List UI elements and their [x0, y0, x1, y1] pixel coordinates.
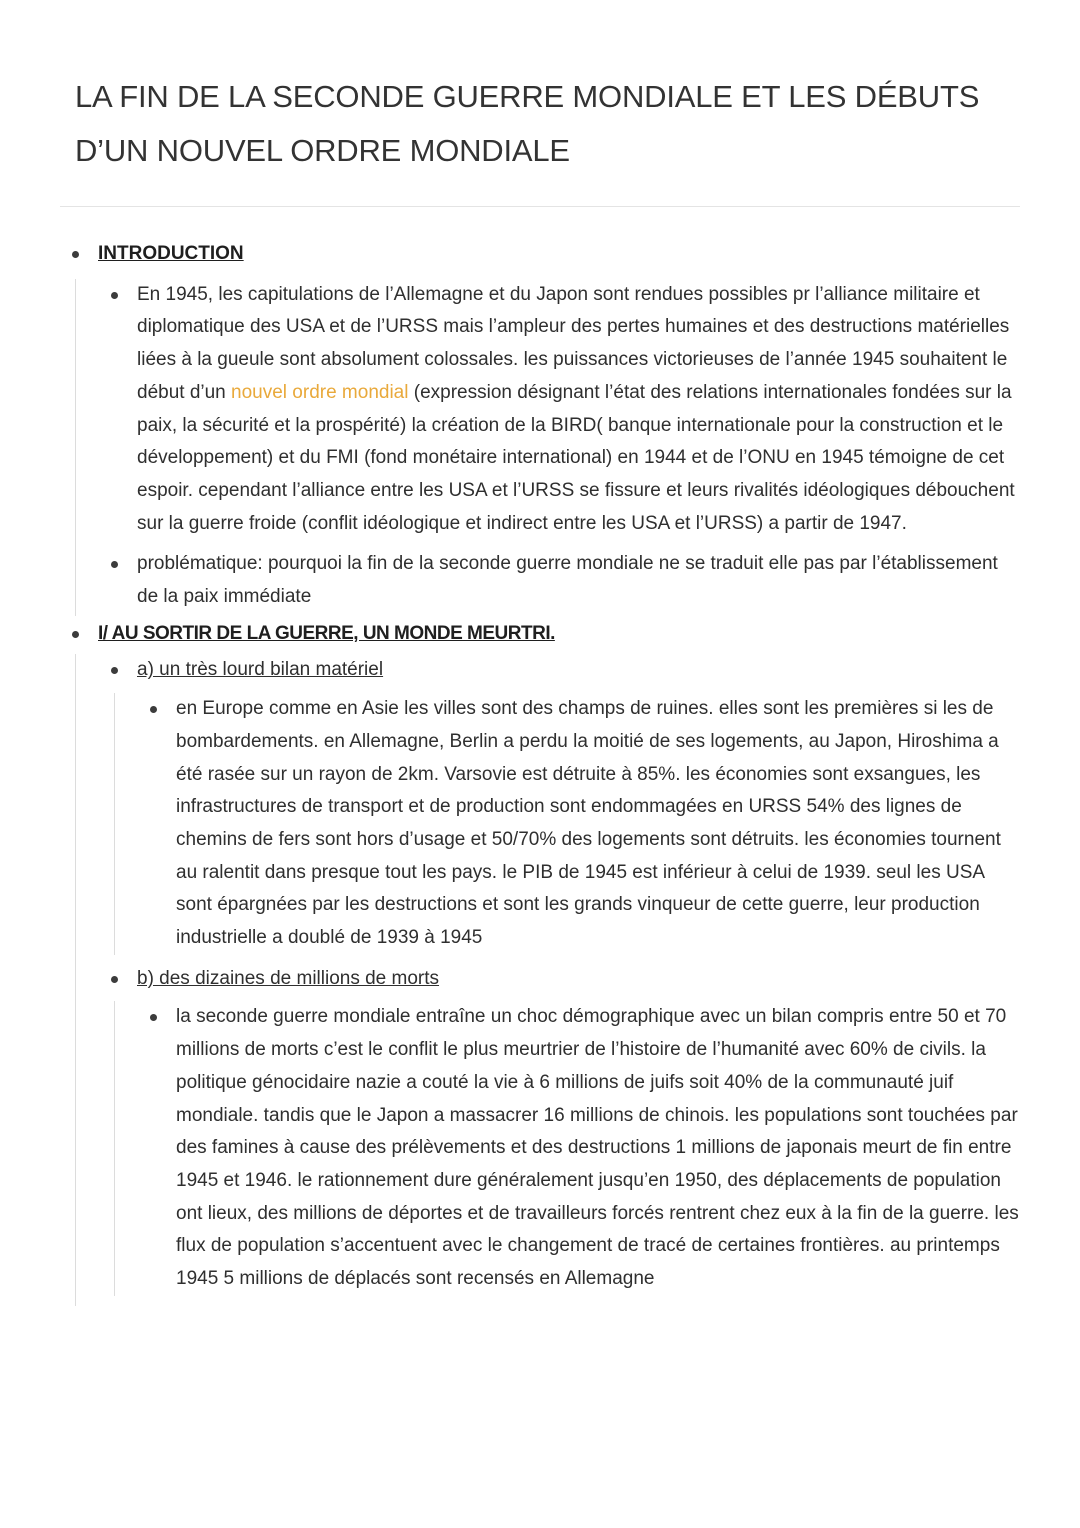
highlighted-term: nouvel ordre mondial — [231, 381, 409, 403]
title-divider — [60, 206, 1020, 207]
bullet-icon — [72, 251, 79, 258]
section-heading: I/ AU SORTIR DE LA GUERRE, UN MONDE MEURTRI. — [98, 622, 555, 644]
page-title: LA FIN DE LA SECONDE GUERRE MONDIALE ET LES DÉBUTS D’UN NOUVEL ORDRE MONDIALE — [75, 79, 980, 168]
paragraph-text: En 1945, les capitulations de l’Allemagne et du Japon sont rendues possibles pr l’alliance militaire et diplomatique des USA et de l’URSS mais l’ampleur des pertes humaines et des destructions matérielles liées à la gueule sont absolument colossales. les puissances victorieuses de l’année 1945 souhaitent le début d’un — [137, 283, 1010, 403]
bullet-icon — [150, 1014, 157, 1021]
bullet-icon — [111, 292, 118, 299]
section-heading: INTRODUCTION — [98, 243, 244, 264]
subsection-children — [114, 1001, 1020, 1295]
subsection-a — [99, 654, 1080, 954]
section-introduction — [0, 238, 1080, 616]
list-item — [99, 279, 1080, 541]
bullet-icon — [111, 561, 118, 568]
subsection-title: b) des dizaines de millions de morts — [137, 967, 440, 989]
bullet-icon — [111, 667, 118, 674]
bullet-icon — [111, 976, 118, 983]
paragraph-text: la seconde guerre mondiale entraîne un choc démographique avec un bilan compris entre 50 et 70 millions de morts c’est le conflit le plus meurtrier de l’histoire de l’humanité avec 60% de civils. la politique génocidaire nazie a couté la vie à 6 millions de juifs soit 40% de la communauté juif mondiale. tandis que le Japon a massacrer 16 millions de chinois. les populations sont touchées par des famines à cause des prélèvements et des destructions 1 millions de japonais meurt de fin entre 1945 et 1946. le rationnement dure généralement jusqu’en 1950, des déplacements de population ont lieux, des millions de déportes et de travailleurs forcés rentrent chez eux à la fin de la guerre. les flux de population s’accentuent avec le changement de tracé de certaines frontières. au printemps 1945 5 millions de déplacés sont recensés en Allemagne — [176, 1006, 1019, 1290]
problematic-text: problématique: pourquoi la fin de la seconde guerre mondiale ne se traduit elle pas par l’établissement de la paix immédiate — [137, 553, 998, 608]
section-part-one — [0, 618, 1080, 1306]
list-item — [99, 548, 1080, 613]
subsection-b — [99, 963, 1080, 1296]
paragraph-text: (expression désignant l’état des relations internationales fondées sur la paix, la sécurité et la prospérité) la création de la BIRD( banque internationale pour la construction et le développement) et du FMI (fond monétaire international) en 1944 et de l’ONU en 1945 témoigne de cet espoir. cependant l’alliance entre les USA et l’URSS se fissure et leurs rivalités idéologiques débouchent sur la guerre froide (conflit idéologique et indirect entre les USA et l’URSS) a partir de 1947. — [137, 381, 1015, 534]
paragraph-text: en Europe comme en Asie les villes sont des champs de ruines. elles sont les premières si les de bombardements. en Allemagne, Berlin a perdu la moitié de ses logements, au Japon, Hiroshima a été rasée sur un rayon de 2km. Varsovie est détruite à 85%. les économies sont exsangues, les infrastructures de transport et de production sont endommagées en URSS 54% des lignes de chemins de fers sont hors d’usage et 50/70% des logements sont détruits. les économies tournent au ralentit dans presque tout les pays. le PIB de 1945 est inférieur à celui de 1939. seul les USA sont épargnées par les destructions et sont les grands vinqueur de cette guerre, leur production industrielle a doublé de 1939 à 1945 — [176, 698, 1001, 949]
section-children — [75, 654, 1080, 1305]
document-body — [0, 232, 1080, 1306]
list-item — [138, 1001, 1020, 1295]
subsection-children — [114, 693, 1020, 955]
bullet-icon — [72, 631, 79, 638]
list-item — [138, 693, 1020, 955]
subsection-title: a) un très lourd bilan matériel — [137, 659, 384, 681]
section-children — [75, 279, 1080, 616]
bullet-icon — [150, 706, 157, 713]
